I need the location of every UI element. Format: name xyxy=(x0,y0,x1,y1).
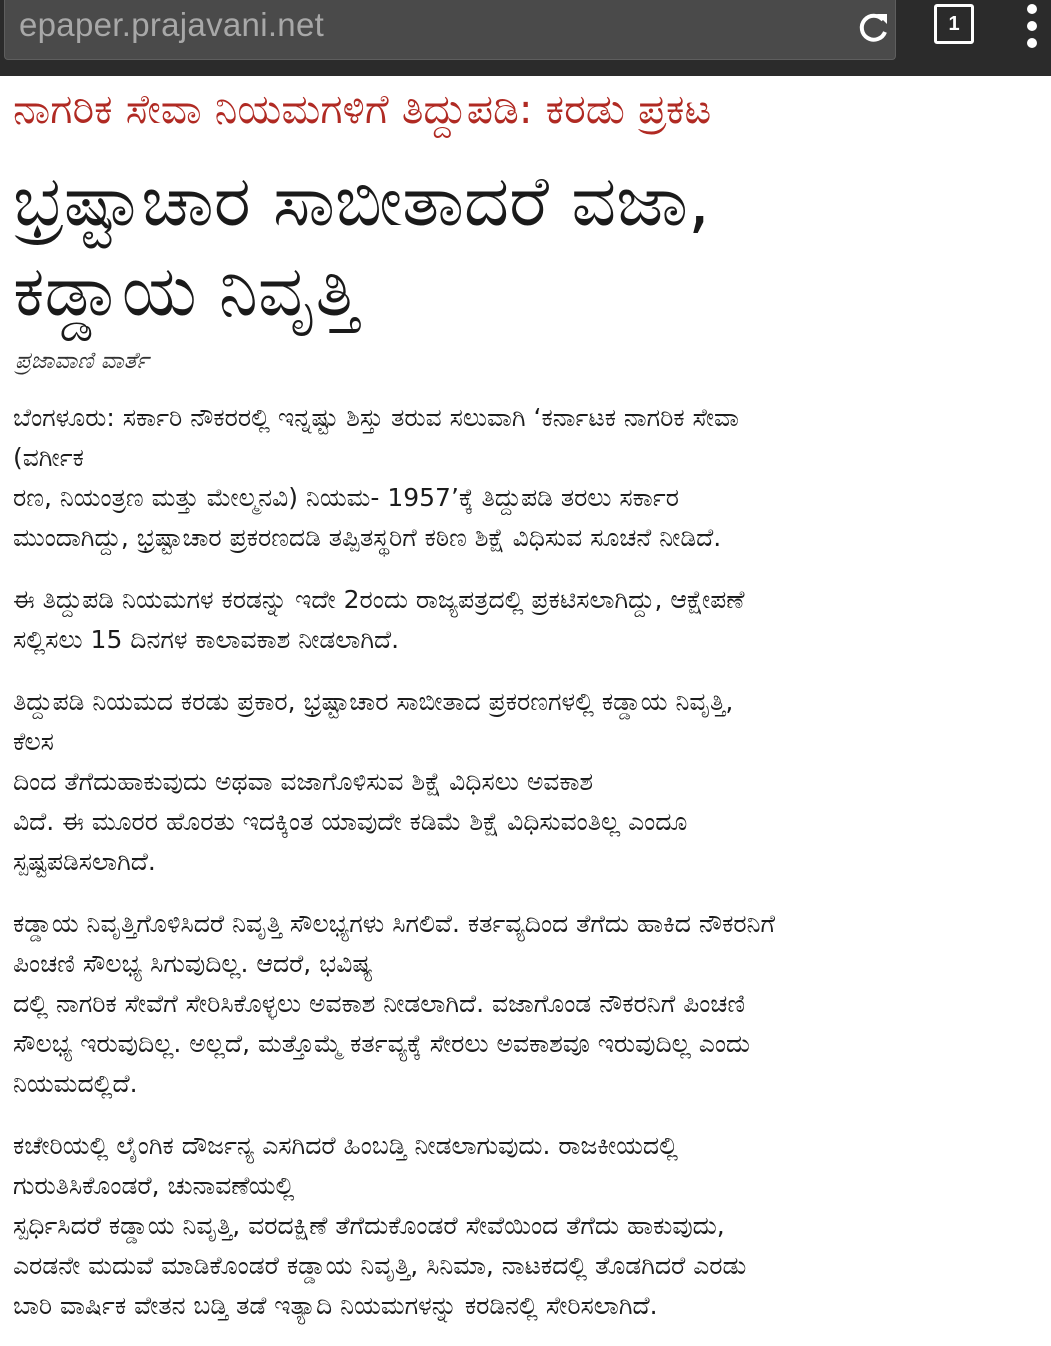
paragraph-line: ಗುರುತಿಸಿಕೊಂಡರೆ, ಚುನಾವಣೆಯಲ್ಲಿ xyxy=(13,1171,295,1200)
article xyxy=(13,80,1033,1326)
overflow-menu-icon[interactable] xyxy=(1018,4,1046,48)
article-paragraph xyxy=(13,398,1033,558)
paragraph-line: ತಿದ್ದುಪಡಿ ನಿಯಮದ ಕರಡು ಪ್ರಕಾರ, ಭ್ರಷ್ಟಾಚಾರ ಸಾಬೀತಾದ ಪ್ರಕರಣಗಳಲ್ಲಿ ಕಡ್ಡಾಯ ನಿವೃತ್ತಿ, xyxy=(13,687,734,716)
article-paragraph xyxy=(13,1126,1033,1326)
byline: ಪ್ರಜಾವಾಣಿ ವಾರ್ತೆ xyxy=(15,348,149,374)
tabs-icon[interactable] xyxy=(934,4,974,44)
article-headline xyxy=(13,156,1033,336)
paragraph-line: ಬಾರಿ ವಾರ್ಷಿಕ ವೇತನ ಬಡ್ತಿ ತಡೆ ಇತ್ಯಾದಿ ನಿಯಮಗಳನ್ನು ಕರಡಿನಲ್ಲಿ ಸೇರಿಸಲಾಗಿದೆ. xyxy=(13,1291,658,1320)
paragraph-line: ಕೆಲಸ xyxy=(13,727,54,756)
paragraph-line: ಈ ತಿದ್ದುಪಡಿ ನಿಯಮಗಳ ಕರಡನ್ನು ಇದೇ 2ರಂದು ರಾಜ್ಯಪತ್ರದಲ್ಲಿ ಪ್ರಕಟಿಸಲಾಗಿದ್ದು, ಆಕ್ಷೇಪಣೆ xyxy=(13,585,745,614)
paragraph-line: ಸಲ್ಲಿಸಲು 15 ದಿನಗಳ ಕಾಲಾವಕಾಶ ನೀಡಲಾಗಿದೆ. xyxy=(13,625,400,654)
headline-line: ಕಡ್ಡಾಯ ನಿವೃತ್ತಿ xyxy=(13,250,359,332)
paragraph-line: ಸ್ಪಷ್ಟಪಡಿಸಲಾಗಿದೆ. xyxy=(13,847,156,876)
paragraph-line: ಕಡ್ಡಾಯ ನಿವೃತ್ತಿಗೊಳಿಸಿದರೆ ನಿವೃತ್ತಿ ಸೌಲಭ್ಯಗಳು ಸಿಗಲಿವೆ. ಕರ್ತವ್ಯದಿಂದ ತೆಗೆದು ಹಾಕಿದ ನೌಕರನಿಗೆ xyxy=(13,909,775,938)
paragraph-line: ಕಚೇರಿಯಲ್ಲಿ ಲೈಂಗಿಕ ದೌರ್ಜನ್ಯ ಎಸಗಿದರೆ ಹಿಂಬಡ್ತಿ ನೀಡಲಾಗುವುದು. ರಾಜಕೀಯದಲ್ಲಿ xyxy=(13,1131,678,1160)
paragraph-line: ನಿಯಮದಲ್ಲಿದೆ. xyxy=(13,1069,138,1098)
browser-toolbar xyxy=(0,0,1051,76)
reload-icon[interactable] xyxy=(851,6,895,50)
article-paragraph xyxy=(13,904,1033,1104)
paragraph-line: ವಿದೆ. ಈ ಮೂರರ ಹೊರತು ಇದಕ್ಕಿಂತ ಯಾವುದೇ ಕಡಿಮೆ ಶಿಕ್ಷೆ ವಿಧಿಸುವಂತಿಲ್ಲ ಎಂದೂ xyxy=(13,807,688,836)
paragraph-line: ಮುಂದಾಗಿದ್ದು, ಭ್ರಷ್ಟಾಚಾರ ಪ್ರಕರಣದಡಿ ತಪ್ಪಿತಸ್ಥರಿಗೆ ಕಠಿಣ ಶಿಕ್ಷೆ ವಿಧಿಸುವ ಸೂಚನೆ ನೀಡಿದೆ. xyxy=(13,523,722,552)
url-text[interactable]: epaper.prajavani.net xyxy=(19,6,325,43)
article-paragraph xyxy=(13,682,1033,882)
paragraph-line: ರಣ, ನಿಯಂತ್ರಣ ಮತ್ತು ಮೇಲ್ಮನವಿ) ನಿಯಮ- 1957’ಕ್ಕೆ ತಿದ್ದುಪಡಿ ತರಲು ಸರ್ಕಾರ xyxy=(13,483,679,512)
paragraph-line: ಬೆಂಗಳೂರು: ಸರ್ಕಾರಿ ನೌಕರರಲ್ಲಿ ಇನ್ನಷ್ಟು ಶಿಸ್ತು ತರುವ ಸಲುವಾಗಿ ‘ಕರ್ನಾಟಕ ನಾಗರಿಕ ಸೇವಾ xyxy=(13,403,739,432)
paragraph-line: ದಲ್ಲಿ ನಾಗರಿಕ ಸೇವೆಗೆ ಸೇರಿಸಿಕೊಳ್ಳಲು ಅವಕಾಶ ನೀಡಲಾಗಿದೆ. ವಜಾಗೊಂಡ ನೌಕರನಿಗೆ ಪಿಂಚಣಿ xyxy=(13,989,746,1018)
tab-count: 1 xyxy=(948,13,960,35)
paragraph-line: ದಿಂದ ತೆಗೆದುಹಾಕುವುದು ಅಥವಾ ವಜಾಗೊಳಿಸುವ ಶಿಕ್ಷೆ ವಿಧಿಸಲು ಅವಕಾಶ xyxy=(13,767,594,796)
headline-line: ಭ್ರಷ್ಟಾಚಾರ ಸಾಬೀತಾದರೆ ವಜಾ, xyxy=(13,160,711,242)
article-paragraph xyxy=(13,580,1033,660)
paragraph-line: ಪಿಂಚಣಿ ಸೌಲಭ್ಯ ಸಿಗುವುದಿಲ್ಲ. ಆದರೆ, ಭವಿಷ್ಯ xyxy=(13,949,373,978)
article-kicker: ನಾಗರಿಕ ಸೇವಾ ನಿಯಮಗಳಿಗೆ ತಿದ್ದುಪಡಿ: ಕರಡು ಪ್ರಕಟ xyxy=(13,85,712,133)
paragraph-line: (ವರ್ಗೀಕ xyxy=(13,443,84,472)
address-bar[interactable] xyxy=(4,0,896,60)
paragraph-line: ಎರಡನೇ ಮದುವೆ ಮಾಡಿಕೊಂಡರೆ ಕಡ್ಡಾಯ ನಿವೃತ್ತಿ, ಸಿನಿಮಾ, ನಾಟಕದಲ್ಲಿ ತೊಡಗಿದರೆ ಎರಡು xyxy=(13,1251,747,1280)
paragraph-line: ಸೌಲಭ್ಯ ಇರುವುದಿಲ್ಲ. ಅಲ್ಲದೆ, ಮತ್ತೊಮ್ಮೆ ಕರ್ತವ್ಯಕ್ಕೆ ಸೇರಲು ಅವಕಾಶವೂ ಇರುವುದಿಲ್ಲ ಎಂದು xyxy=(13,1029,750,1058)
paragraph-line: ಸ್ಪರ್ಧಿಸಿದರೆ ಕಡ್ಡಾಯ ನಿವೃತ್ತಿ, ವರದಕ್ಷಿಣೆ ತೆಗೆದುಕೊಂಡರೆ ಸೇವೆಯಿಂದ ತೆಗೆದು ಹಾಕುವುದು, xyxy=(13,1211,725,1240)
